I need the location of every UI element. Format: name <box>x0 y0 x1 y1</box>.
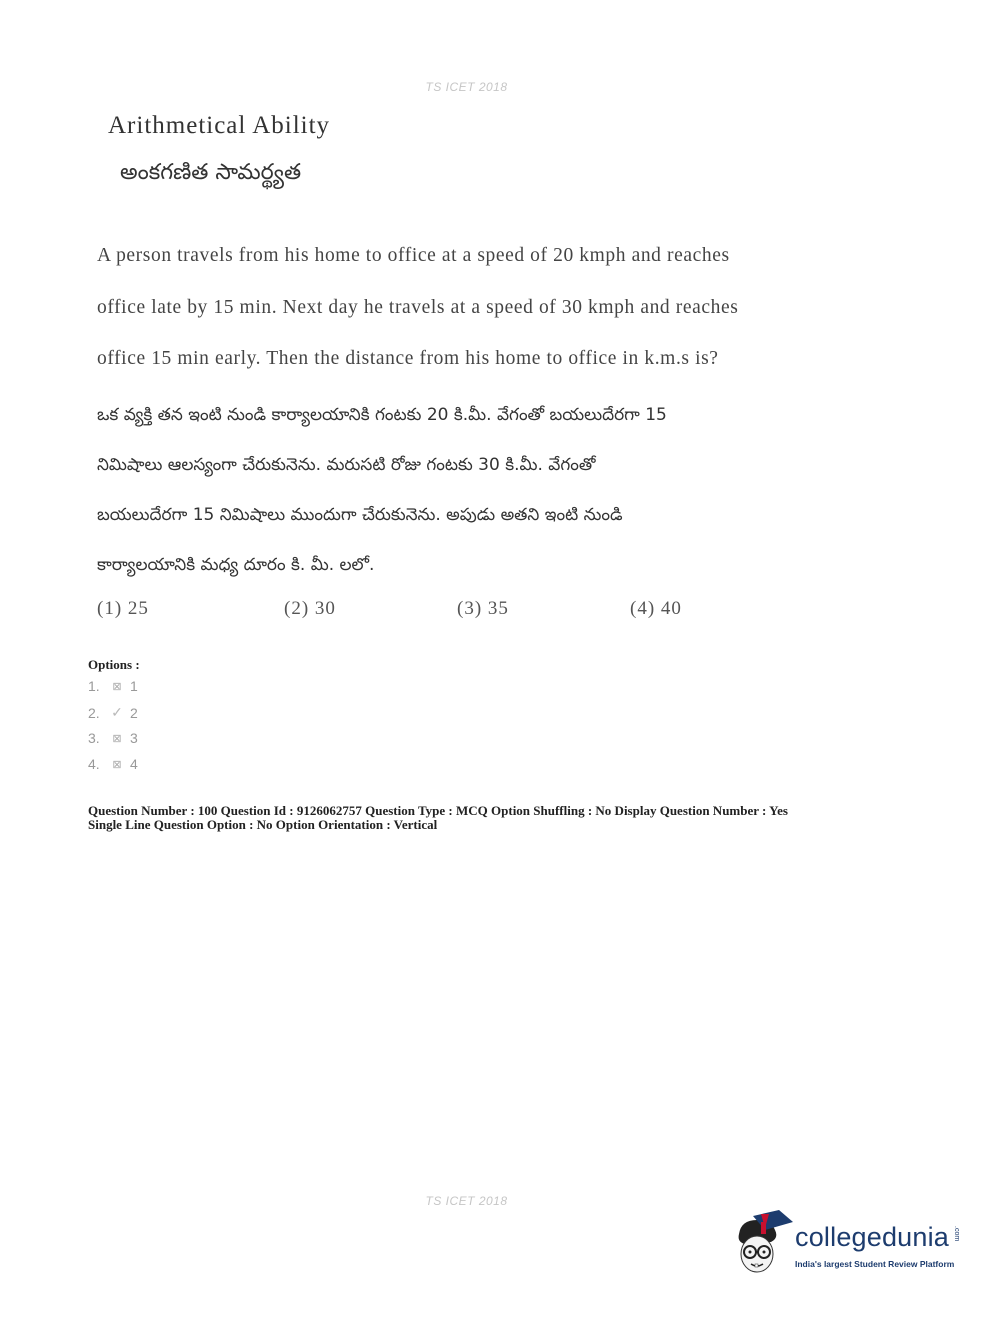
logo-wordmark: collegedunia <box>795 1222 950 1252</box>
option-number: 2. <box>88 704 100 721</box>
option-value: 3 <box>130 730 138 746</box>
section-title-telugu: అంకగణిత సామర్థ్యత <box>120 160 302 185</box>
question-english-line: office late by 15 min. Next day he travels at a speed of 30 kmph and reaches <box>97 297 739 318</box>
question-telugu-line: నిమిషాలు ఆలస్యంగా చేరుకునెను. మరుసటి రోజు గంటకు 30 కి.మీ. వేగంతో <box>97 455 596 475</box>
option-value: 2 <box>130 704 138 721</box>
option-row <box>88 678 138 694</box>
choice-3: (3) 35 <box>457 598 509 619</box>
options-label: Options : <box>88 657 140 672</box>
option-value: 1 <box>130 678 138 694</box>
logo-tagline: India's largest Student Review Platform <box>795 1259 955 1269</box>
question-telugu-line: ఒక వ్యక్తి తన ఇంటి నుండి కార్యాలయానికి గంటకు 20 కి.మీ. వేగంతో బయలుదేరగా 15 <box>97 405 667 425</box>
check-icon: ✓ <box>111 704 123 720</box>
option-row <box>88 730 138 746</box>
header-watermark: TS ICET 2018 <box>425 80 508 94</box>
footer-watermark: TS ICET 2018 <box>425 1194 508 1208</box>
question-metadata-line: Question Number : 100 Question Id : 9126062757 Question Type : MCQ Option Shuffling : No Display Question Number : Yes <box>88 803 788 818</box>
option-row <box>88 756 138 772</box>
cross-icon: ⊠ <box>112 758 122 771</box>
option-number: 4. <box>88 756 100 772</box>
question-english-line: A person travels from his home to office at a speed of 20 kmph and reaches <box>97 245 730 266</box>
choice-4: (4) 40 <box>630 598 682 619</box>
logo-suffix: .com <box>953 1226 960 1242</box>
option-number: 3. <box>88 730 100 746</box>
section-title: Arithmetical Ability <box>108 112 331 139</box>
choice-1: (1) 25 <box>97 598 149 619</box>
option-value: 4 <box>130 756 138 772</box>
question-telugu-line: కార్యాలయానికి మధ్య దూరం కి. మీ. లలో. <box>97 555 375 575</box>
choice-2: (2) 30 <box>284 598 336 619</box>
option-row <box>88 704 138 721</box>
option-number: 1. <box>88 678 100 694</box>
mascot-icon <box>735 1208 795 1280</box>
question-metadata-line: Single Line Question Option : No Option Orientation : Vertical <box>88 817 438 832</box>
question-telugu-line: బయలుదేరగా 15 నిమిషాలు ముందుగా చేరుకునెను. అపుడు అతని ఇంటి నుండి <box>97 505 623 525</box>
cross-icon: ⊠ <box>112 732 122 745</box>
question-english-line: office 15 min early. Then the distance from his home to office in k.m.s is? <box>97 348 719 369</box>
collegedunia-logo <box>735 1208 965 1280</box>
cross-icon: ⊠ <box>112 680 122 693</box>
